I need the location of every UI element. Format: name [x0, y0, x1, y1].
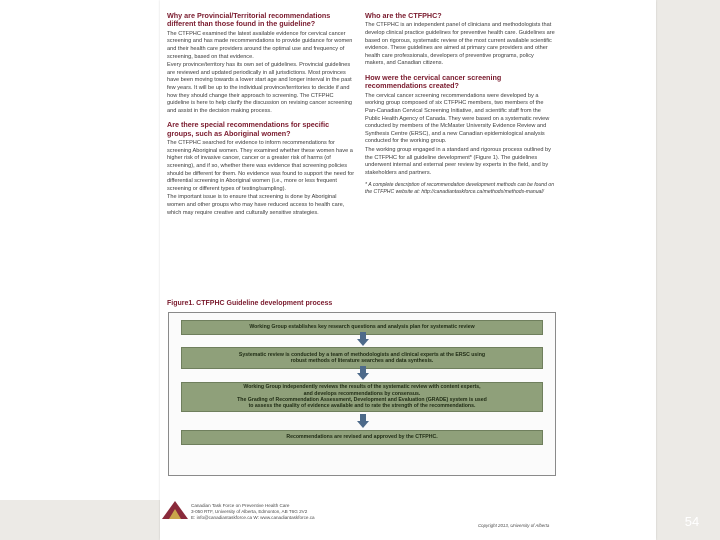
footer-line: E: info@canadiantaskforce.ca W: www.canadiantaskforce.ca [191, 515, 315, 520]
footnote: * A complete description of recommendation development methods can be found on the CTFPHC website at: http://canadiantaskforce.ca/methods/methods-manual/ [365, 182, 555, 195]
paragraph: The CTFPHC examined the latest available evidence for cervical cancer screening and has made recommendations to provide guidance for women and their health care providers around the optimal use and frequency of screening, based on that evidence. [167, 30, 353, 60]
paragraph: The working group engaged in a standard and rigorous process outlined by the CTFPHC for all guideline development* (Figure 1). The guidelines underwent internal and external peer review by experts in the field, and by stakeholders and partners. [365, 146, 551, 176]
paragraph: Every province/territory has its own set of guidelines. Provincial guidelines are reviewed and updated periodically in all jurisdictions. Most provinces have been moving towards a lower start age and longer interval in the past few years. It will be up to the individual province/territories to decide if and how they should change their approach to screening. The CTFPHC guideline is here to help clarify the discussion on revising cancer screening and assist in the decision making process. [167, 62, 353, 114]
flow-step-text: Working Group establishes key research questions and analysis plan for systematic review [249, 324, 475, 331]
footer-organization [191, 503, 315, 521]
flow-step-text: The Grading of Recommendation Assessment, Development and Evaluation (GRADE) system is used [237, 397, 487, 403]
figure-title: Figure1. CTFPHC Guideline development process [167, 300, 333, 307]
flow-step-text: and develops recommendations by consensus. [303, 390, 421, 397]
paragraph: The CTFPHC searched for evidence to inform recommendations for screening Aboriginal women. They examined whether these women have a higher risk of invasive cancer, cancer or a greater risk of harms (of screening), and if so, whether there was evidence that screening policies should be different for them. No evidence was found to support the need for differential screening in Aboriginal women (i.e., more or less frequent screening or different types of testing/sampling). [167, 140, 355, 192]
document-page [160, 0, 656, 540]
section-heading-aboriginal: Are there special recommendations for specific groups, such as Aboriginal women? [167, 120, 330, 138]
flow-step-text: to assess the quality of evidence available and to rate the strength of the recommendations. [248, 403, 476, 410]
flow-step-text: Systematic review is conducted by a team of methodologists and clinical experts at the ERSC using [238, 351, 486, 358]
flow-step-3 [181, 382, 543, 412]
flow-step-text: Recommendations are revised and approved by the CTFPHC. [286, 434, 438, 441]
right-column [365, 12, 555, 197]
page-number: 54 [684, 514, 700, 529]
flow-step-text: robust methods of literature searches and data synthesis. [290, 358, 434, 364]
slide-right-band [656, 0, 720, 540]
flow-step-text: Working Group independently reviews the results of the systematic review with content experts, [243, 384, 481, 391]
section-heading-who: Who are the CTFPHC? [365, 11, 442, 20]
down-arrow-icon [357, 421, 369, 428]
flowchart [168, 312, 556, 476]
footer-line: Canadian Task Force on Preventive Health Care [191, 503, 290, 508]
down-arrow-icon [357, 373, 369, 380]
paragraph: The CTFPHC is an independent panel of clinicians and methodologists that develop clinical practice guidelines for preventive health care. Guidelines are based on rigorous, systematic review of the most current available scientific evidence. These guidelines are aimed at primary care providers and other health care professionals, developers of preventive programs, policy makers, and Canadian citizens. [365, 22, 555, 67]
section-heading-provincial: Why are Provincial/Territorial recommendations different than those found in the guideline? [167, 11, 331, 29]
section-heading-how: How were the cervical cancer screening recommendations created? [365, 72, 502, 91]
flow-step-4 [181, 430, 543, 445]
left-column [167, 12, 355, 218]
footer-line: 3-050 RTF, University of Alberta, Edmonton, AB T6G 2V2 [191, 509, 308, 514]
copyright: Copyright 2013, University of Alberta [478, 523, 550, 528]
ctfphc-logo-icon [160, 497, 190, 521]
paragraph: The cervical cancer screening recommendations were developed by a working group composed of six CTFPHC members, two members of the Pan-Canadian Cervical Screening Initiative, and scientific staff from the Public Health Agency of Canada. They were based on a systematic review conducted by members of the McMaster University Evidence Review and Synthesis Centre (ERSC), and a new Canadian epidemiological analysis conducted for the working group. [365, 92, 550, 145]
down-arrow-icon [357, 339, 369, 346]
paragraph: The important issue is to ensure that screening is done by Aboriginal women and other groups who may have reduced access to health care, which may require creative and culturally sensitive strategies. [167, 194, 345, 216]
